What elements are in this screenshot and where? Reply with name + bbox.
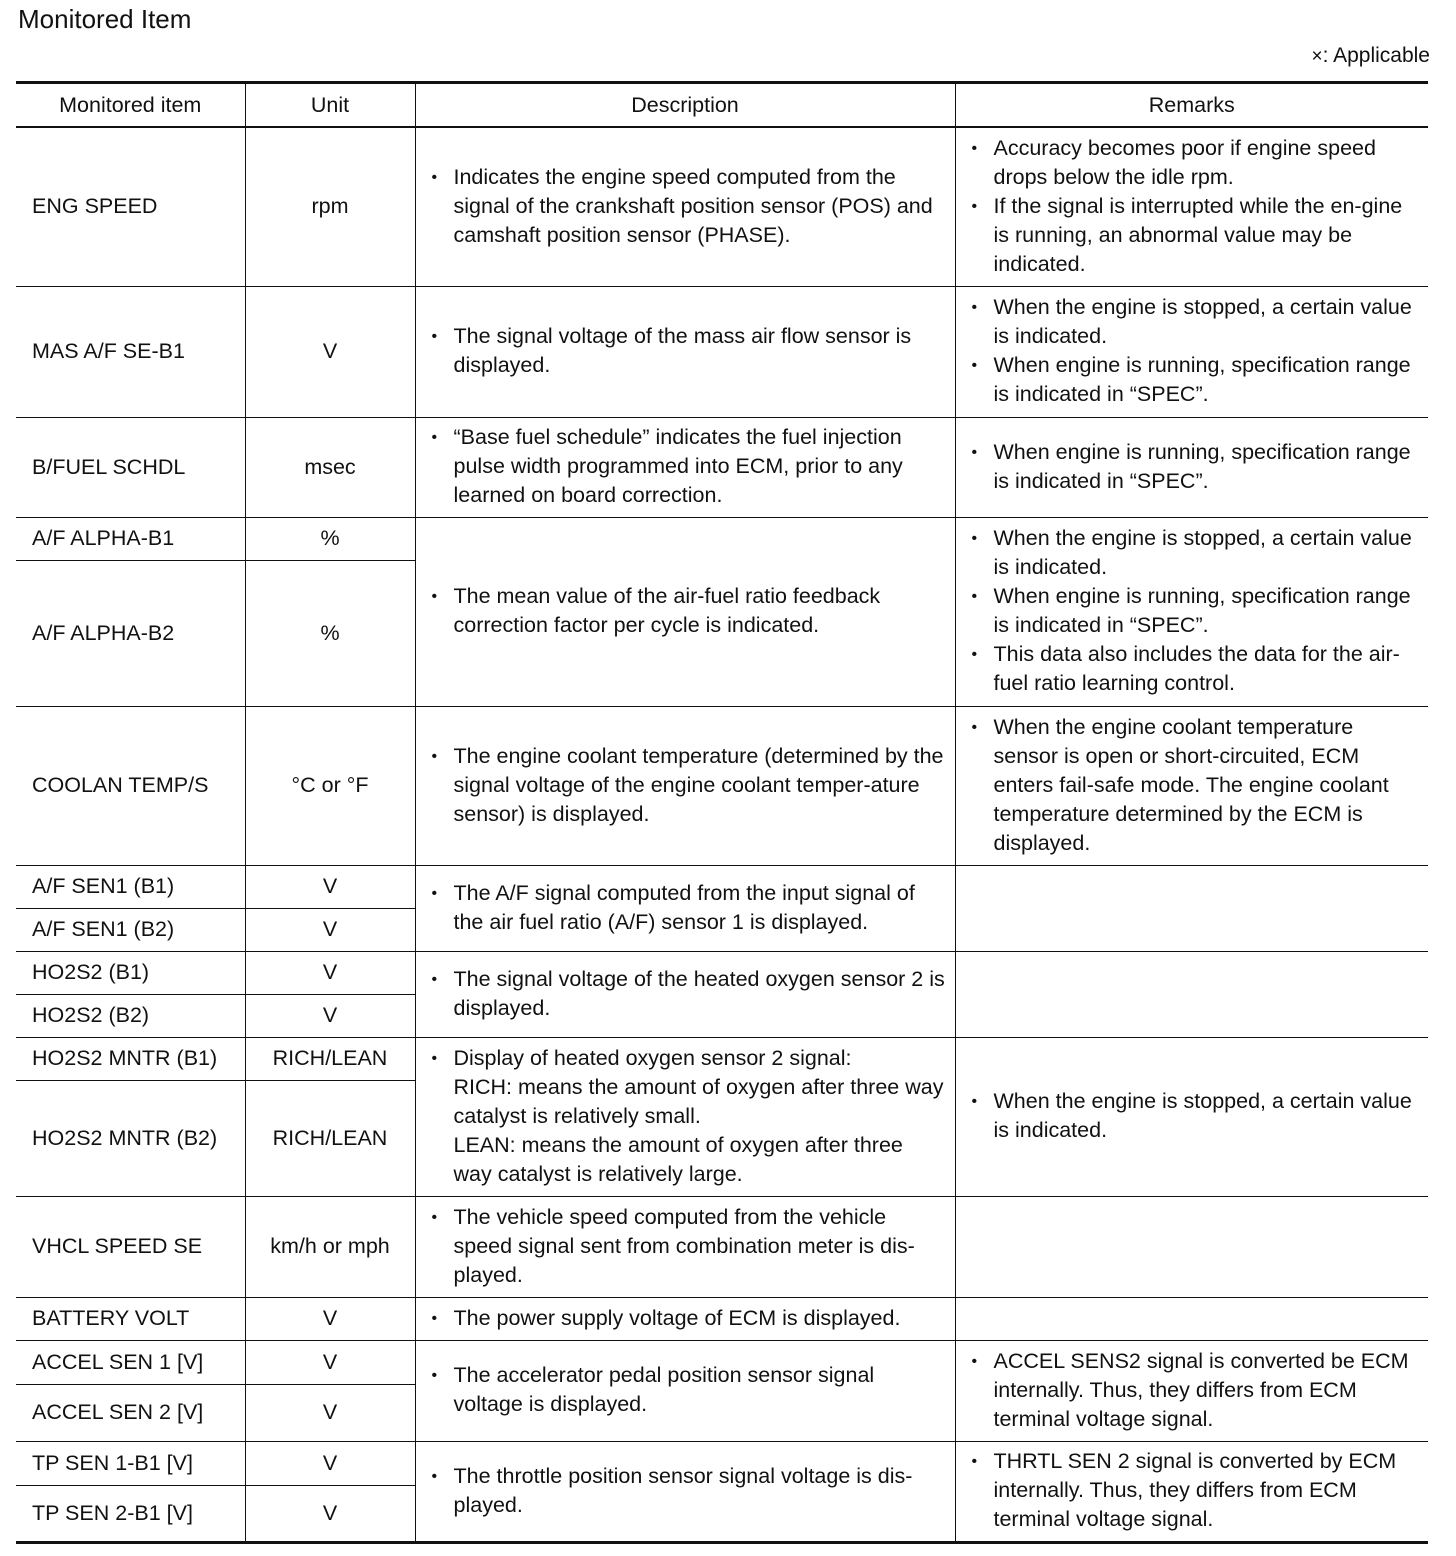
remark-bullet: • When engine is running, specification range is indicated in “SPEC”. [970,582,1421,640]
remarks-cell [955,951,1428,1037]
header-monitored-item: Monitored item [16,83,245,128]
remarks-cell [955,1037,1428,1196]
description-bullet [430,1044,947,1189]
description-cell [415,951,955,1037]
unit-cell: RICH/LEAN [245,1080,415,1196]
table-row [16,1340,1428,1384]
header-remarks: Remarks [955,83,1428,128]
description-cell [415,517,955,706]
description-bullet: • The mean value of the air-fuel ratio feedback correction factor per cycle is indicated. [430,582,947,640]
remark-bullet: • If the signal is interrupted while the en-gine is running, an abnormal value may be indicated. [970,192,1421,279]
item-cell: A/F SEN1 (B2) [16,908,245,951]
unit-cell: V [245,951,415,994]
unit-cell: V [245,1384,415,1441]
remarks-cell [955,1340,1428,1441]
description-line: RICH: means the amount of oxygen after three way catalyst is relatively small. [453,1074,944,1128]
remarks-cell [955,127,1428,286]
unit-cell: °C or °F [245,706,415,865]
unit-cell: V [245,1340,415,1384]
table-row [16,417,1428,517]
description-cell [415,1297,955,1340]
item-cell: MAS A/F SE-B1 [16,286,245,417]
remarks-cell [955,1196,1428,1297]
item-cell: A/F ALPHA-B2 [16,560,245,706]
description-bullet: • The signal voltage of the heated oxygen sensor 2 is displayed. [430,965,947,1023]
description-cell [415,417,955,517]
table-row [16,286,1428,417]
item-cell: HO2S2 MNTR (B2) [16,1080,245,1196]
table-row [16,1037,1428,1080]
description-cell [415,127,955,286]
description-line: Display of heated oxygen sensor 2 signal: [453,1045,852,1070]
remarks-cell [955,517,1428,706]
description-bullet: • Indicates the engine speed computed from the signal of the crankshaft position sensor (POS) and camshaft position sensor (PHASE). [430,163,947,250]
remark-bullet: • When the engine coolant temperature sensor is open or short-circuited, ECM enters fail-safe mode. The engine coolant temperature determined by the ECM is displayed. [970,713,1421,858]
remark-bullet: • Accuracy becomes poor if engine speed drops below the idle rpm. [970,134,1421,192]
unit-cell: V [245,1297,415,1340]
remark-bullet: • When the engine is stopped, a certain value is indicated. [970,1087,1421,1145]
description-cell [415,1037,955,1196]
unit-cell: V [245,1441,415,1485]
remarks-cell [955,417,1428,517]
unit-cell: rpm [245,127,415,286]
description-bullet: • The power supply voltage of ECM is displayed. [430,1304,947,1333]
item-cell: COOLAN TEMP/S [16,706,245,865]
description-bullet: • The vehicle speed computed from the vehicle speed signal sent from combination meter is dis-played. [430,1203,947,1290]
remark-bullet: • When the engine is stopped, a certain value is indicated. [970,293,1421,351]
description-bullet: • The accelerator pedal position sensor signal voltage is displayed. [430,1361,947,1419]
description-bullet: • The engine coolant temperature (determined by the signal voltage of the engine coolant temper-ature sensor) is displayed. [430,742,947,829]
description-cell [415,1340,955,1441]
unit-cell: V [245,1485,415,1542]
item-cell: B/FUEL SCHDL [16,417,245,517]
unit-cell: km/h or mph [245,1196,415,1297]
description-cell [415,1441,955,1542]
remark-bullet: • ACCEL SENS2 signal is converted be ECM internally. Thus, they differs from ECM terminal voltage signal. [970,1347,1421,1434]
remark-bullet: • When the engine is stopped, a certain value is indicated. [970,524,1421,582]
item-cell: A/F SEN1 (B1) [16,865,245,908]
remark-bullet: • When engine is running, specification range is indicated in “SPEC”. [970,438,1421,496]
table-row [16,951,1428,994]
table-row [16,1196,1428,1297]
item-cell: A/F ALPHA-B1 [16,517,245,560]
unit-cell: V [245,865,415,908]
item-cell: ENG SPEED [16,127,245,286]
unit-cell: V [245,908,415,951]
description-bullet: • The throttle position sensor signal voltage is dis-played. [430,1462,947,1520]
description-bullet: • The signal voltage of the mass air flow sensor is displayed. [430,322,947,380]
item-cell: TP SEN 2-B1 [V] [16,1485,245,1542]
remarks-cell [955,706,1428,865]
table-row [16,127,1428,286]
remark-bullet: • This data also includes the data for the air-fuel ratio learning control. [970,640,1421,698]
description-bullet: • “Base fuel schedule” indicates the fuel injection pulse width programmed into ECM, prior to any learned on board correction. [430,423,947,510]
table-row [16,1297,1428,1340]
table-header-row [16,83,1428,128]
remark-bullet: • When engine is running, specification range is indicated in “SPEC”. [970,351,1421,409]
description-cell [415,706,955,865]
table-row [16,706,1428,865]
unit-cell: % [245,517,415,560]
item-cell: VHCL SPEED SE [16,1196,245,1297]
unit-cell: % [245,560,415,706]
unit-cell: msec [245,417,415,517]
unit-cell: V [245,994,415,1037]
table-row [16,865,1428,908]
unit-cell: V [245,286,415,417]
description-cell [415,1196,955,1297]
remarks-cell [955,286,1428,417]
item-cell: BATTERY VOLT [16,1297,245,1340]
item-cell: TP SEN 1-B1 [V] [16,1441,245,1485]
description-bullet: • The A/F signal computed from the input signal of the air fuel ratio (A/F) sensor 1 is displayed. [430,879,947,937]
header-unit: Unit [245,83,415,128]
description-cell [415,286,955,417]
unit-cell: RICH/LEAN [245,1037,415,1080]
item-cell: ACCEL SEN 1 [V] [16,1340,245,1384]
applicable-legend-text: : Applicable [1322,44,1430,67]
remarks-cell [955,1441,1428,1542]
remarks-cell [955,865,1428,951]
item-cell: ACCEL SEN 2 [V] [16,1384,245,1441]
description-line: LEAN: means the amount of oxygen after three way catalyst is relatively large. [453,1132,903,1186]
page-title: Monitored Item [18,4,192,34]
item-cell: HO2S2 (B2) [16,994,245,1037]
header-description: Description [415,83,955,128]
item-cell: HO2S2 (B1) [16,951,245,994]
remarks-cell [955,1297,1428,1340]
applicable-legend [1311,44,1430,68]
remark-bullet: • THRTL SEN 2 signal is converted by ECM internally. Thus, they differs from ECM terminal voltage signal. [970,1447,1421,1534]
table-row [16,517,1428,560]
applicable-symbol: × [1311,46,1323,67]
item-cell: HO2S2 MNTR (B1) [16,1037,245,1080]
description-cell [415,865,955,951]
monitored-item-table [16,81,1428,1544]
table-row [16,1441,1428,1485]
